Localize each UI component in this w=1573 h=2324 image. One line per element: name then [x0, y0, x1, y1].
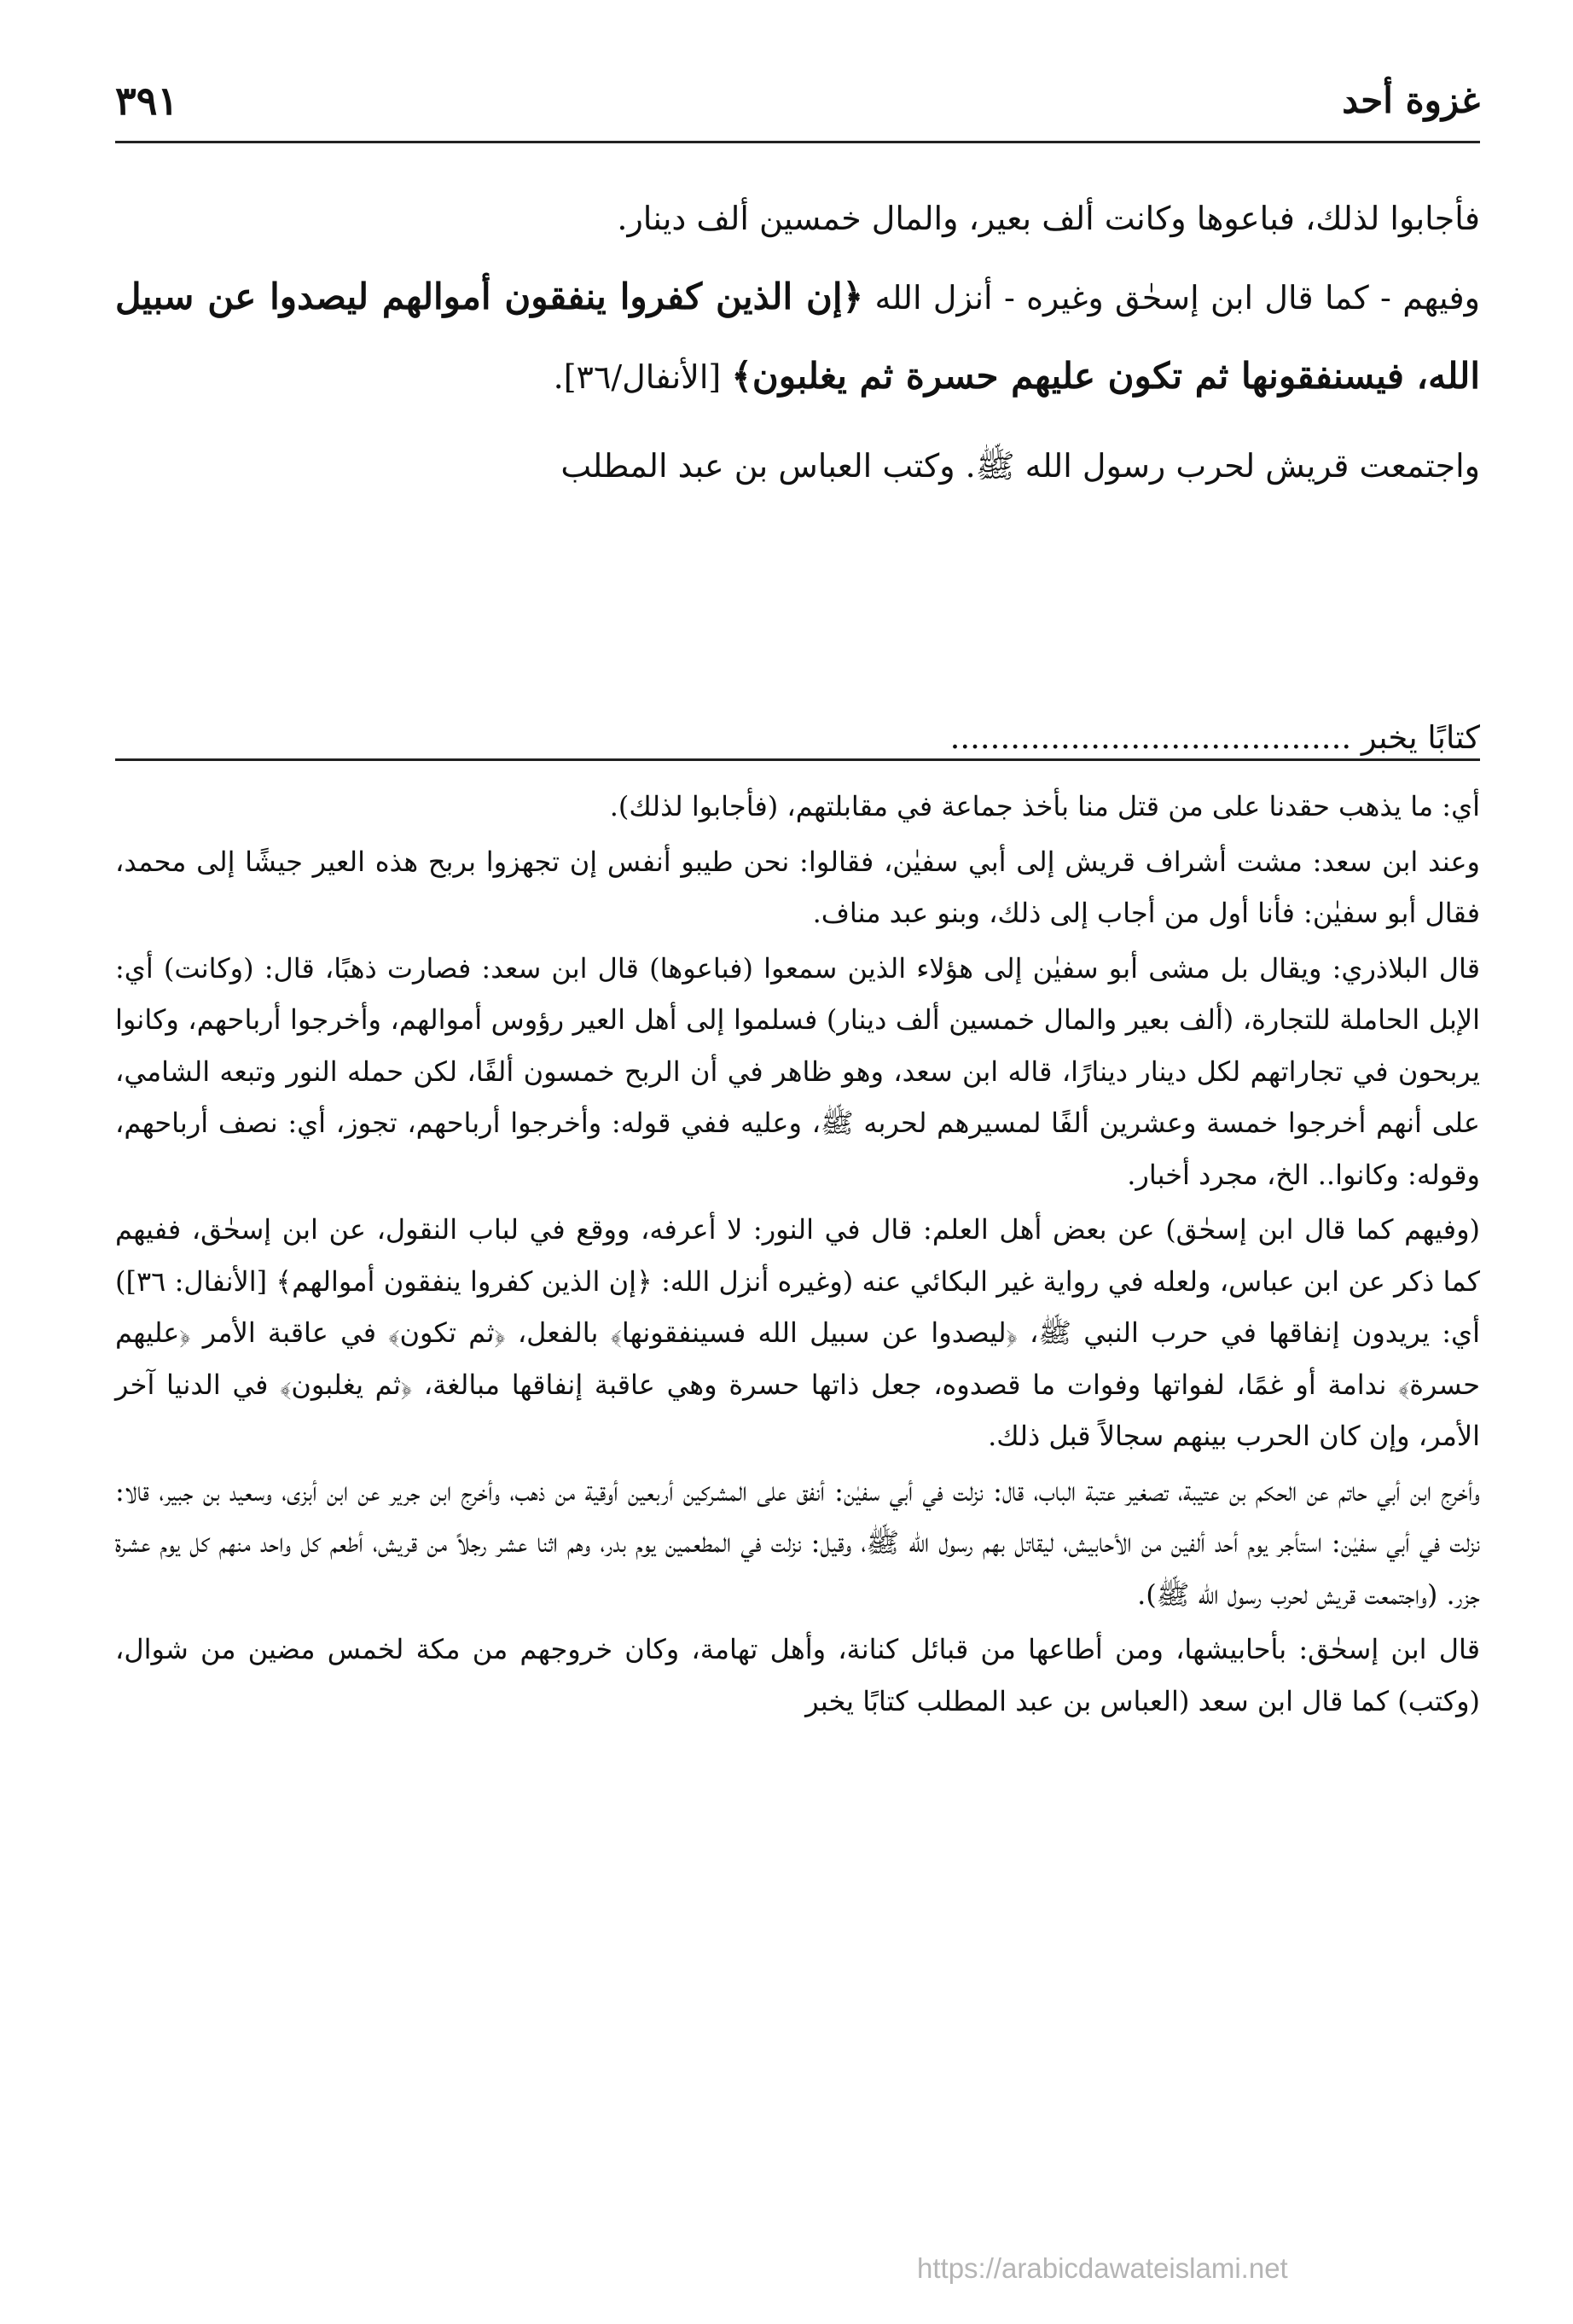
commentary-paragraph-4: (وفيهم كما قال ابن إسحٰق) عن بعض أهل العلم: قال في النور: لا أعرفه، ووقع في لباب النقول، عن ابن إسحٰق، ففيهم كما ذكر عن ابن عباس، ولعله في رواية غير البكائي عنه (وغيره أنزل الله: ﴿إن الذين كفروا ينفقون أموالهم﴾ [الأنفال: ٣٦]) أي: يريدون إنفاقها في حرب النبي ﷺ، ﴿ليصدوا عن سبيل الله فسينفقونها﴾ بالفعل، ﴿ثم تكون﴾ في عاقبة الأمر ﴿عليهم حسرة﴾ ندامة أو غمًا، لفواتها وفوات ما قصدوه، جعل ذاتها حسرة وهي عاقبة إنفاقها مبالغة، ﴿ثم يغلبون﴾ في الدنيا آخر الأمر، وإن كان الحرب بينهم سجالاً قبل ذلك. — [115, 1213, 1481, 1452]
page-number: ٣٩١ — [115, 78, 179, 124]
verse-reference: [الأنفال/٣٦]. — [553, 358, 722, 396]
book-page — [115, 73, 1480, 2291]
main-paragraph-1: فأجابوا لذلك، فباعوها وكانت ألف بعير، والمال خمسين ألف دينار. — [617, 200, 1480, 237]
text-divider — [115, 721, 1480, 755]
commentary-paragraph-3: قال البلاذري: ويقال بل مشى أبو سفيٰن إلى هؤلاء الذين سمعوا (فباعوها) قال ابن سعد: فصارت ذهبًا، قال: (وكانت) أي: الإبل الحاملة للتجارة، (ألف بعير والمال خمسين ألف دينار) فسلموا إلى أهل العير رؤوس أموالهم، وأخرجوا أرباحهم، وكانوا يربحون في تجاراتهم لكل دينار دينارًا، قاله ابن سعد، وهو ظاهر في أن الربح خمسون ألفًا، لكن حمله النور وتبعه الشامي، على أنهم أخرجوا خمسة وعشرين ألفًا لمسيرهم لحربه ﷺ، وعليه ففي قوله: وأخرجوا أرباحهم، تجوز، أي: نصف أرباحهم، وقوله: وكانوا.. الخ، مجرد أخبار. — [115, 951, 1480, 1191]
commentary-paragraph-6: قال ابن إسحٰق: بأحابيشها، ومن أطاعها من قبائل كنانة، وأهل تهامة، وكان خروجهم من مكة لخمس مضين من شوال، (وكتب) كما قال ابن سعد (العباس بن عبد المطلب كتابًا يخبر — [115, 1633, 1481, 1717]
page-header — [115, 73, 1480, 143]
divider-line — [115, 758, 1480, 761]
commentary-paragraph-2: وعند ابن سعد: مشت أشراف قريش إلى أبي سفيٰن، فقالوا: نحن طيبو أنفس إن تجهزوا بربح هذه العير جيشًا إلى محمد، فقال أبو سفيٰن: فأنا أول من أجاب إلى ذلك، وبنو عبد مناف. — [115, 845, 1480, 929]
chapter-title: غزوة أحد — [1342, 79, 1480, 121]
quran-verse: ﴿إن الذين كفروا ينفقون أموالهم ليصدوا عن سبيل الله، فيسنفقونها ثم تكون عليهم حسرة ثم يغلبون﴾ — [115, 276, 1480, 397]
commentary-section — [115, 781, 1480, 1730]
commentary-paragraph-1: أي: ما يذهب حقدنا على من قتل منا بأخذ جماعة في مقابلتهم، (فأجابوا لذلك). — [609, 790, 1480, 822]
main-text — [115, 179, 1480, 505]
main-paragraph-3: واجتمعت قريش لحرب رسول الله ﷺ. وكتب العباس بن عبد المطلب — [560, 447, 1480, 485]
continuation-text: كتابًا يخبر ........................................ — [949, 719, 1480, 756]
main-paragraph-2 — [115, 258, 1480, 416]
commentary-paragraph-5: وأخرج ابن أبي حاتم عن الحكم بن عتيبة، تصغير عتبة الباب، قال: نزلت في أبي سفيٰن: أنفق على المشركين أربعين أوقية من ذهب، وأخرج ابن جرير عن ابن أبزى، وسعيد بن جبير، قالا: نزلت في أبي سفيٰن: استأجر يوم أحد ألفين من الأحابيش، ليقاتل بهم رسول الله ﷺ، وقيل: نزلت في المطعمين يوم بدر، وهم اثنا عشر رجلاً من قريش، أطعم كل واحد منهم كل يوم عشرة جزر. (واجتمعت قريش لحرب رسول الله ﷺ). — [115, 1474, 1481, 1611]
main-paragraph-2-intro: وفيهم - كما قال ابن إسحٰق وغيره - أنزل الله — [874, 279, 1480, 317]
watermark-url: https://arabicdawateislami.net — [917, 2252, 1288, 2284]
